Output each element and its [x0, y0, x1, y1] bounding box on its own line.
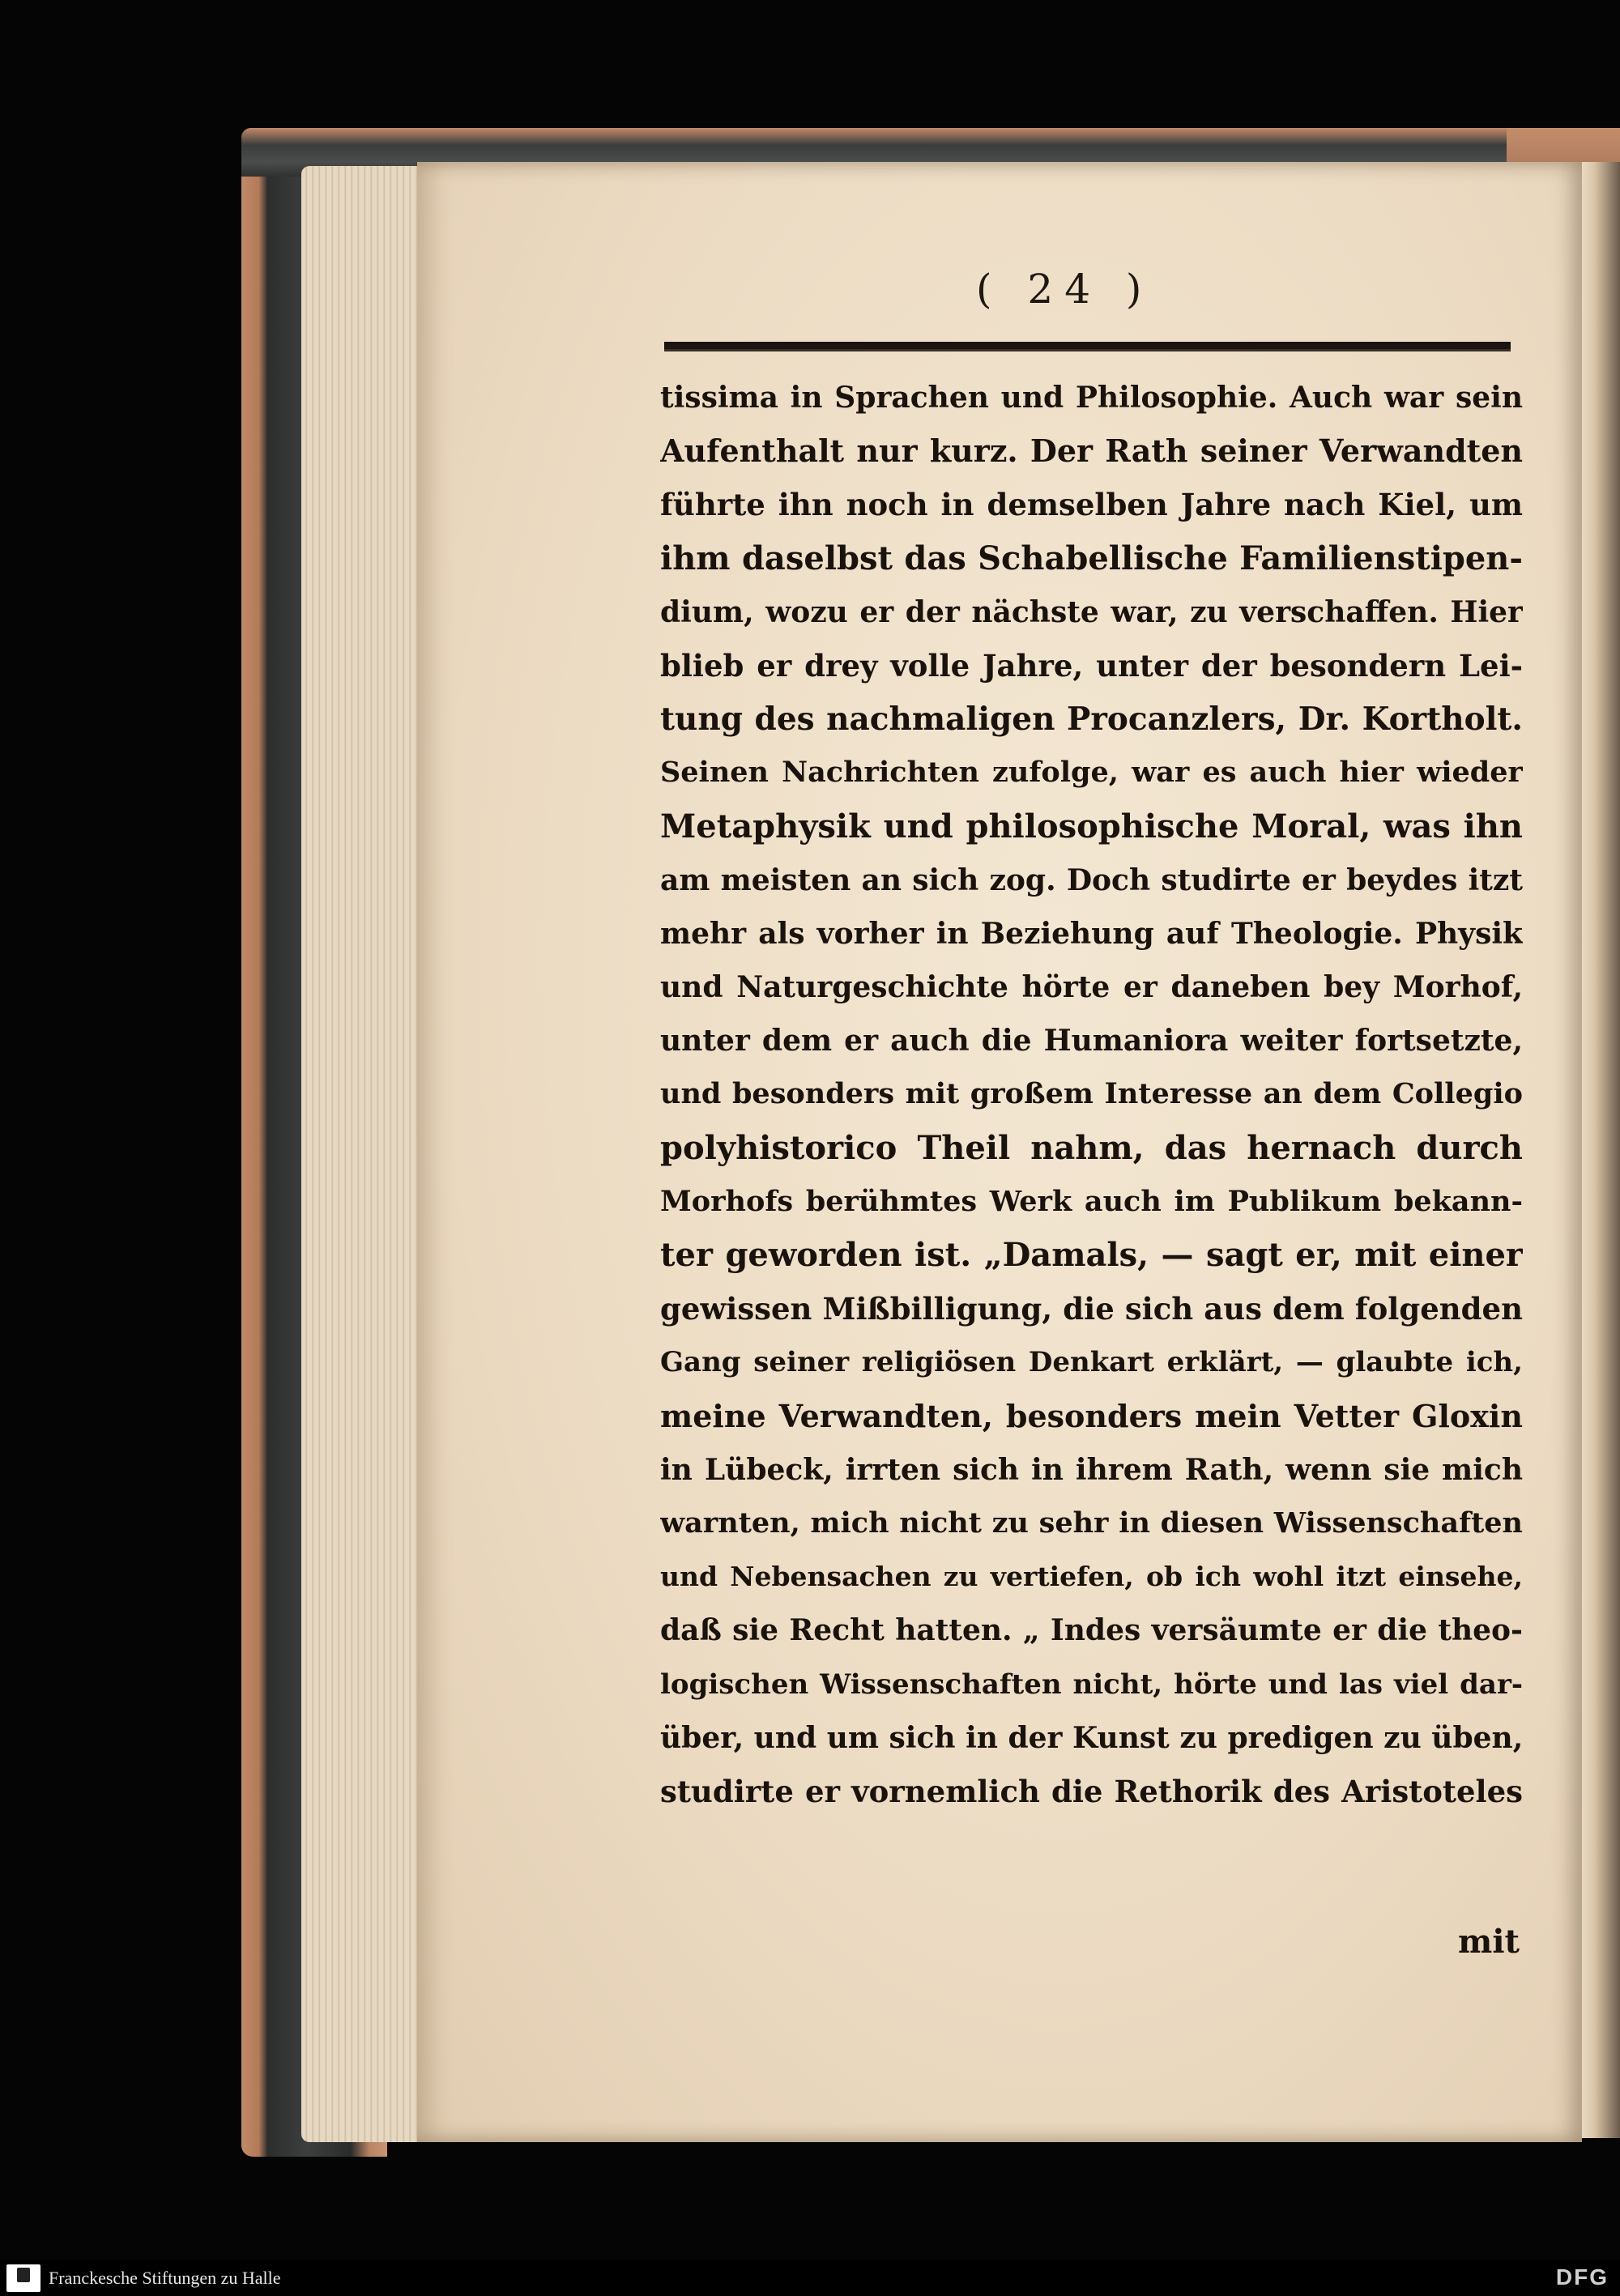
text-line: über, und um sich in der Kunst zu predigen zu üben, [660, 1720, 1523, 1755]
text-line: Gang seiner religiösen Denkart erklärt, — glaubte ich, [660, 1346, 1523, 1379]
text-line: Aufenthalt nur kurz. Der Rath seiner Verwandten [660, 432, 1523, 470]
text-line: ihm daselbst das Schabellische Familienstipen- [660, 539, 1523, 577]
text-line: blieb er drey volle Jahre, unter der besondern Lei- [660, 647, 1523, 684]
facing-page-edge [1578, 162, 1620, 2138]
text-line: am meisten an sich zog. Doch studirte er beydes itzt [660, 863, 1523, 897]
text-line: führte ihn noch in demselben Jahre nach Kiel, um [660, 487, 1523, 523]
catchword: mit [1458, 1923, 1520, 1961]
text-line: und Naturgeschichte hörte er daneben bey Morhof, [660, 970, 1523, 1005]
text-line: in Lübeck, irrten sich in ihrem Rath, wenn sie mich [660, 1452, 1523, 1487]
text-line: unter dem er auch die Humaniora weiter fortsetzte, [660, 1024, 1523, 1059]
text-line: warnten, mich nicht zu sehr in diesen Wissenschaften [660, 1506, 1523, 1540]
text-line: mehr als vorher in Beziehung auf Theologie. Physik [660, 916, 1523, 951]
text-line: Morhofs berühmtes Werk auch im Publikum bekann- [660, 1184, 1523, 1218]
footer-bar [0, 2260, 1620, 2296]
institution-logo-icon [6, 2264, 40, 2292]
text-line: Metaphysik und philosophische Moral, was ihn [660, 807, 1523, 846]
page-number: ( 24 ) [976, 266, 1153, 313]
header-rule [664, 342, 1511, 351]
text-line: dium, wozu er der nächste war, zu verschaffen. Hier [660, 594, 1523, 629]
text-line: Seinen Nachrichten zufolge, war es auch hier wieder [660, 756, 1523, 790]
text-line: gewissen Mißbilligung, die sich aus dem folgenden [660, 1291, 1523, 1327]
text-line: tung des nachmaligen Procanzlers, Dr. Kortholt. [660, 701, 1523, 739]
text-line: logischen Wissenschaften nicht, hörte und las viel dar- [660, 1668, 1523, 1701]
text-line: tissima in Sprachen und Philosophie. Auch war sein [660, 381, 1523, 415]
text-line: polyhistorico Theil nahm, das hernach durch [660, 1128, 1523, 1167]
dfg-logo: DFG [1555, 2264, 1609, 2290]
text-line: daß sie Recht hatten. „ Indes versäumte er die theo- [660, 1613, 1523, 1648]
text-line: studirte er vornemlich die Rethorik des Aristoteles [660, 1773, 1523, 1809]
body-text [660, 371, 1523, 1818]
text-line: und besonders mit großem Interesse an dem Collegio [660, 1077, 1523, 1111]
footer-credit: Franckesche Stiftungen zu Halle [49, 2268, 281, 2288]
page-block-edges [301, 166, 423, 2142]
text-line: und Nebensachen zu vertiefen, ob ich wohl itzt einsehe, [660, 1561, 1523, 1593]
text-line: meine Verwandten, besonders mein Vetter Gloxin [660, 1397, 1523, 1434]
text-line: ter geworden ist. „Damals, — sagt er, mit einer [660, 1236, 1523, 1274]
